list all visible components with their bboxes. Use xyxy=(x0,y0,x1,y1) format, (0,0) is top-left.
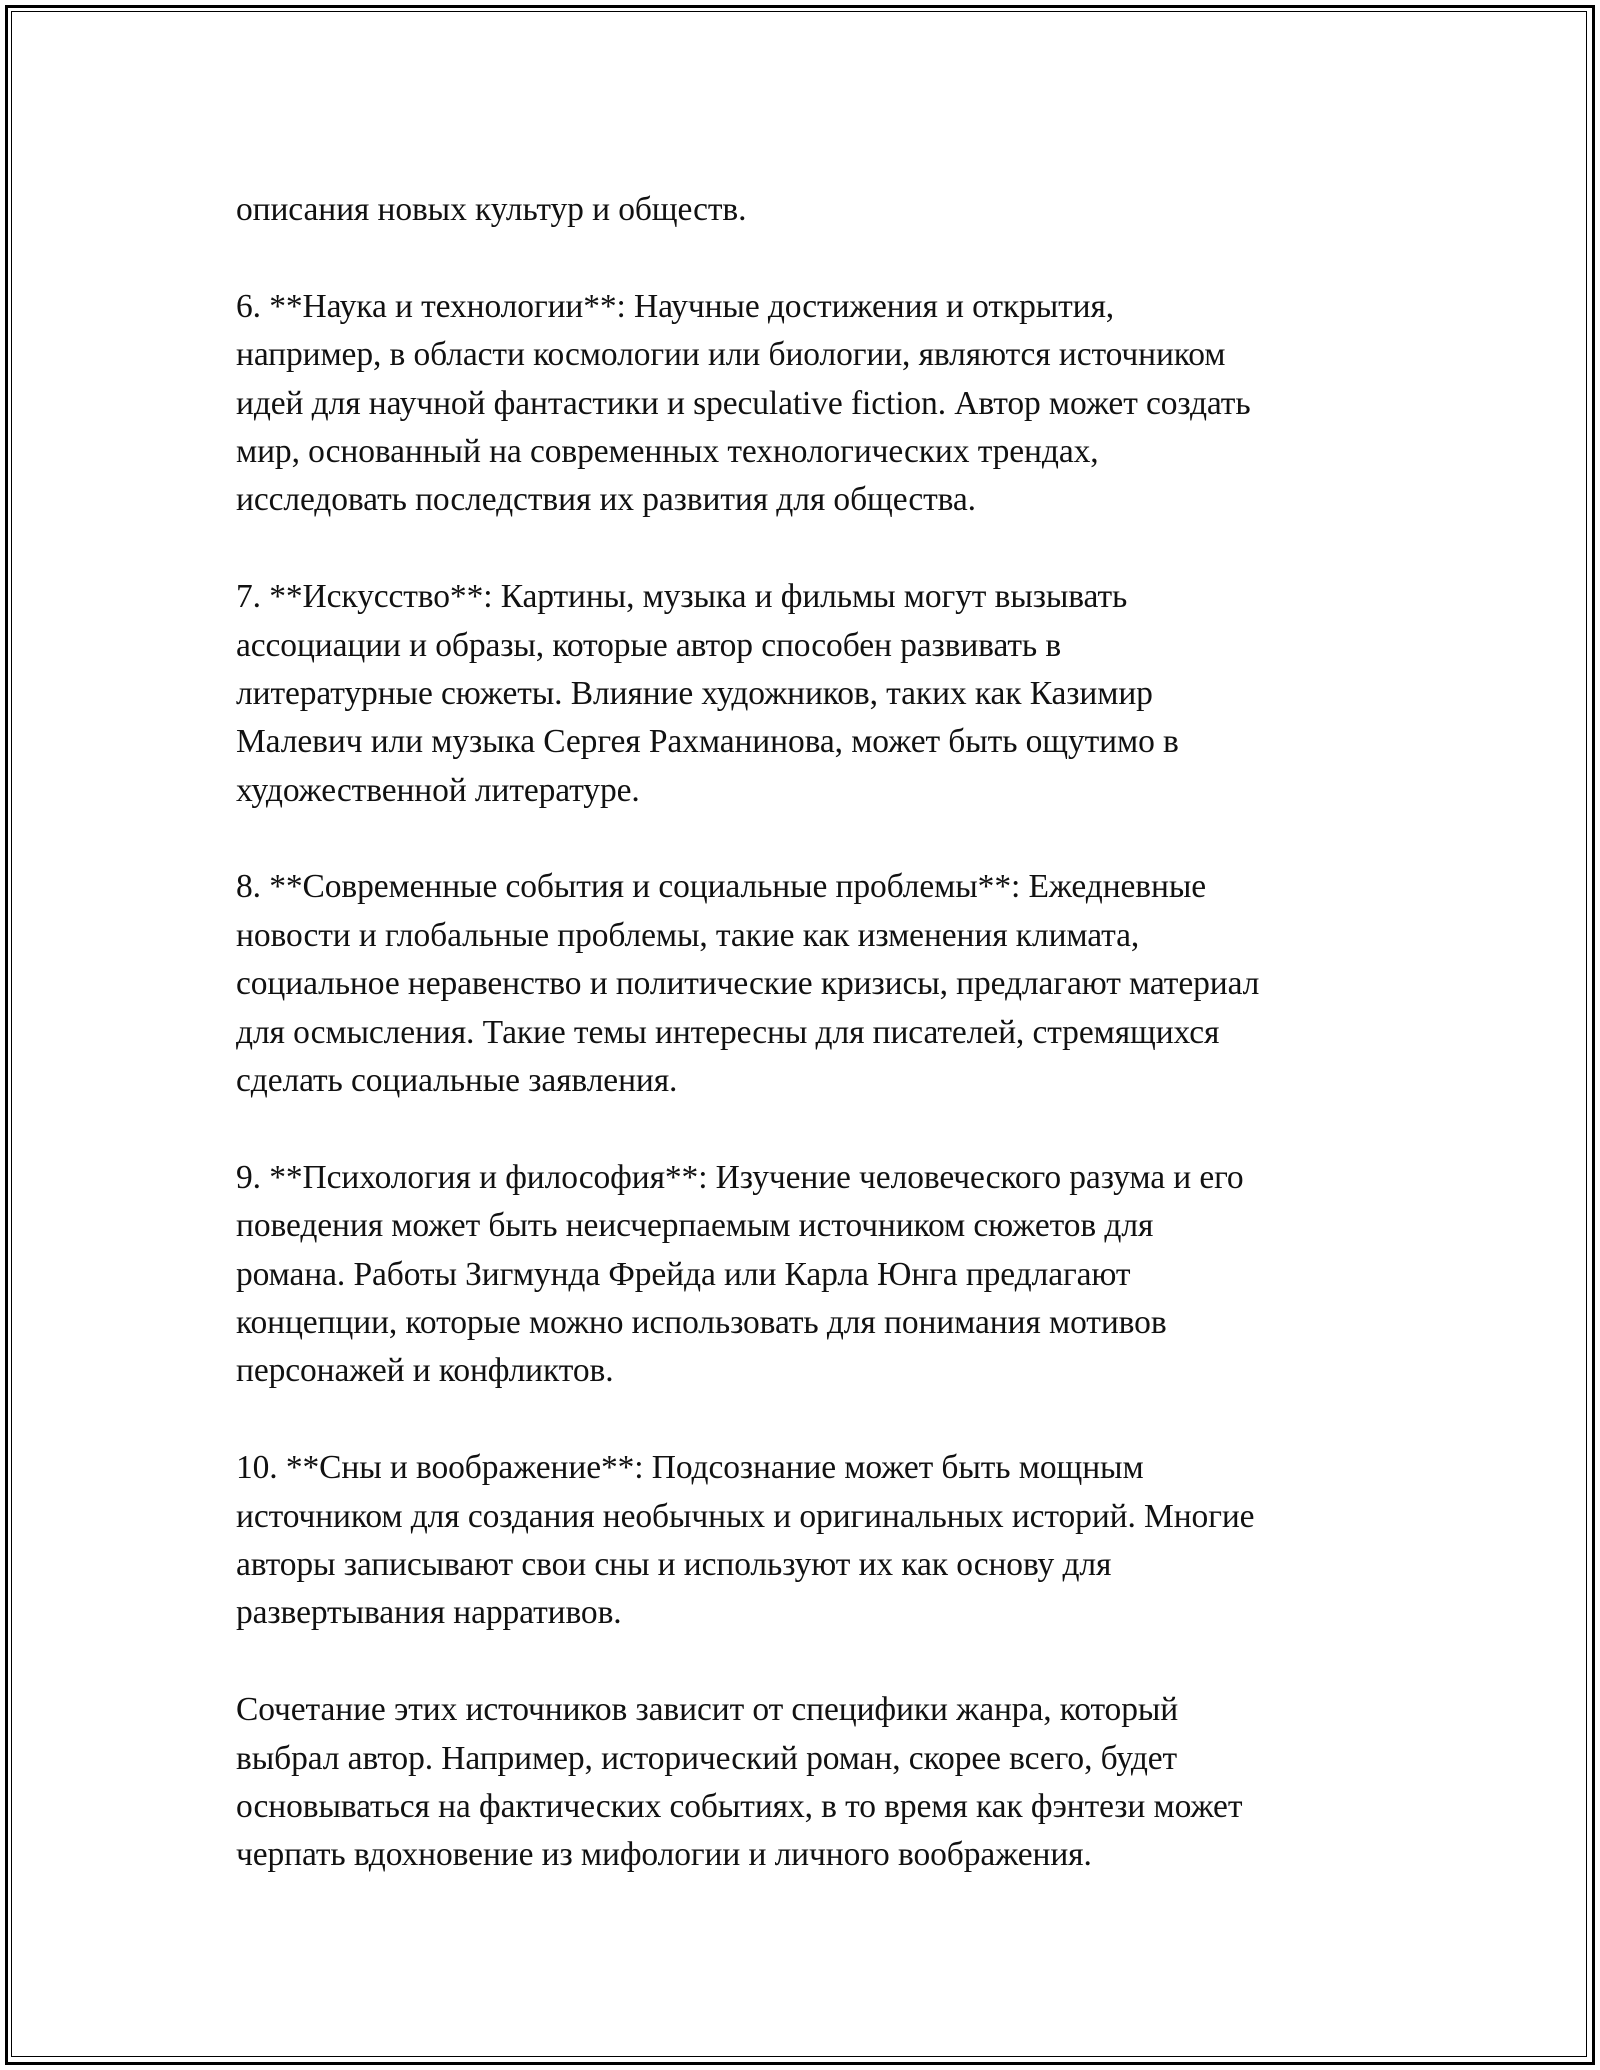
text-line: 7. **Искусство**: Картины, музыка и фильмы могут вызывать xyxy=(236,578,1128,616)
text-line: 9. **Психология и философия**: Изучение человеческого разума и его xyxy=(236,1158,1244,1196)
text-line: сделать социальные заявления. xyxy=(236,1062,678,1100)
text-line: поведения может быть неисчерпаемым источником сюжетов для xyxy=(236,1207,1154,1245)
paragraph-item-6 xyxy=(236,283,1366,525)
text-line: концепции, которые можно использовать для понимания мотивов xyxy=(236,1303,1167,1341)
text-line: исследовать последствия их развития для общества. xyxy=(236,481,976,519)
paragraph-item-10 xyxy=(236,1444,1366,1638)
text-line: описания новых культур и обществ. xyxy=(236,191,747,228)
text-line: черпать вдохновение из мифологии и личного воображения. xyxy=(236,1836,1092,1874)
paragraph-conclusion xyxy=(236,1686,1366,1880)
document-body xyxy=(236,186,1366,1880)
text-line: Малевич или музыка Сергея Рахманинова, может быть ощутимо в xyxy=(236,723,1179,761)
paragraph-item-9 xyxy=(236,1154,1366,1396)
paragraph-item-7 xyxy=(236,573,1366,815)
paragraph-continuation xyxy=(236,186,1366,234)
text-line: 6. **Наука и технологии**: Научные достижения и открытия, xyxy=(236,287,1115,325)
text-line: 8. **Современные события и социальные проблемы**: Ежедневные xyxy=(236,868,1207,906)
text-line: авторы записывают свои сны и используют их как основу для xyxy=(236,1545,1112,1583)
text-line: романа. Работы Зигмунда Фрейда или Карла Юнга предлагают xyxy=(236,1255,1131,1293)
text-line: источником для создания необычных и оригинальных историй. Многие xyxy=(236,1497,1255,1535)
text-line: мир, основанный на современных технологических трендах, xyxy=(236,432,1099,470)
text-line: выбрал автор. Например, исторический роман, скорее всего, будет xyxy=(236,1739,1178,1777)
text-line: например, в области космологии или биологии, являются источником xyxy=(236,336,1226,374)
text-line: литературные сюжеты. Влияние художников, таких как Казимир xyxy=(236,674,1153,712)
text-line: новости и глобальные проблемы, такие как изменения климата, xyxy=(236,916,1140,954)
text-line: 10. **Сны и воображение**: Подсознание может быть мощным xyxy=(236,1449,1144,1487)
text-line: персонажей и конфликтов. xyxy=(236,1352,614,1390)
text-line: развертывания нарративов. xyxy=(236,1594,622,1632)
text-line: для осмысления. Такие темы интересны для писателей, стремящихся xyxy=(236,1013,1220,1051)
text-line: социальное неравенство и политические кризисы, предлагают материал xyxy=(236,965,1260,1003)
text-line: художественной литературе. xyxy=(236,771,640,809)
text-line: ассоциации и образы, которые автор способен развивать в xyxy=(236,626,1062,664)
text-line: основываться на фактических событиях, в то время как фэнтези может xyxy=(236,1787,1243,1825)
text-line: идей для научной фантастики и speculative fiction. Автор может создать xyxy=(236,384,1251,422)
text-line: Сочетание этих источников зависит от специфики жанра, который xyxy=(236,1691,1179,1729)
paragraph-item-8 xyxy=(236,863,1366,1105)
